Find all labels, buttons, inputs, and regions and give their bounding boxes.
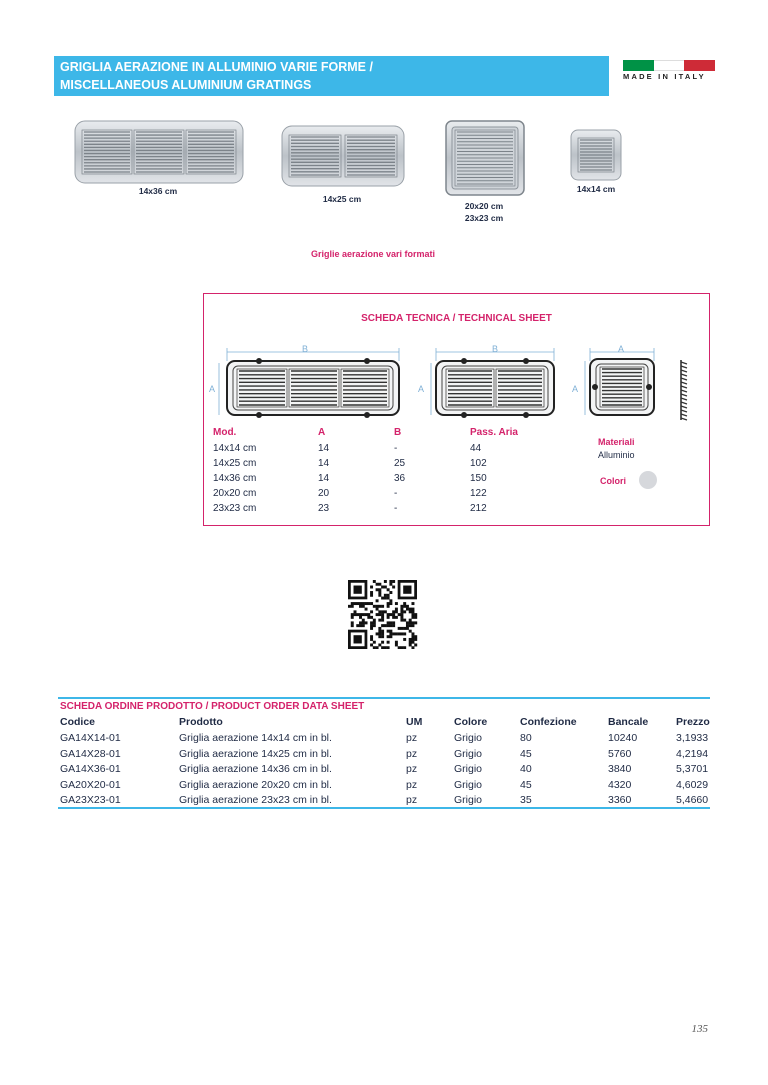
spec-cell-air: 212 bbox=[470, 503, 487, 514]
order-cell-um: pz bbox=[406, 778, 418, 791]
order-cell-um: pz bbox=[406, 794, 418, 806]
spec-cell-mod: 14x36 cm bbox=[213, 473, 257, 484]
order-cell-code: GA14X36-01 bbox=[60, 763, 121, 775]
caption-23x23: 23x23 cm bbox=[464, 213, 504, 223]
order-cell-pallet: 10240 bbox=[608, 732, 638, 744]
order-cell-code: GA14X28-01 bbox=[60, 747, 121, 760]
drawing-14x36 bbox=[209, 339, 409, 419]
order-cell-pack: 40 bbox=[520, 763, 532, 775]
grating-14x25-photo bbox=[281, 125, 405, 187]
order-cell-product: Griglia aerazione 14x25 cm in bl. bbox=[179, 747, 332, 760]
order-cell-pack: 45 bbox=[520, 778, 532, 791]
spec-header-mod: Mod. bbox=[213, 427, 237, 438]
spec-cell-air: 102 bbox=[470, 458, 487, 469]
spec-header-air: Pass. Aria bbox=[470, 427, 518, 438]
header-title-line1: GRIGLIA AERAZIONE IN ALLUMINIO VARIE FORME / bbox=[60, 60, 373, 74]
order-cell-code: GA23X23-01 bbox=[60, 794, 121, 806]
order-header-um: UM bbox=[406, 716, 423, 728]
order-sheet-title: SCHEDA ORDINE PRODOTTO / PRODUCT ORDER DATA SHEET bbox=[60, 701, 365, 712]
order-cell-pallet: 3840 bbox=[608, 763, 632, 775]
spec-cell-a: 14 bbox=[318, 458, 330, 469]
spec-cell-mod: 23x23 cm bbox=[213, 503, 257, 514]
order-cell-um: pz bbox=[406, 747, 418, 760]
order-cell-um: pz bbox=[406, 763, 418, 775]
caption-14x36: 14x36 cm bbox=[138, 186, 178, 196]
order-cell-code: GA20X20-01 bbox=[60, 778, 121, 791]
technical-sheet-title: SCHEDA TECNICA / TECHNICAL SHEET bbox=[361, 313, 552, 324]
side-profile-drawing bbox=[678, 358, 690, 422]
grating-14x36-photo bbox=[74, 120, 244, 184]
order-cell-pack: 80 bbox=[520, 732, 532, 744]
grating-20x20-photo bbox=[445, 120, 525, 196]
caption-14x25: 14x25 cm bbox=[322, 194, 362, 204]
dim-b-label-2: B bbox=[492, 344, 499, 354]
spec-cell-a: 14 bbox=[318, 473, 330, 484]
order-cell-product: Griglia aerazione 14x36 cm in bl. bbox=[179, 763, 332, 775]
materials-label: Materiali bbox=[598, 437, 635, 447]
order-cell-code: GA14X14-01 bbox=[60, 732, 121, 744]
spec-cell-a: 20 bbox=[318, 488, 330, 499]
order-cell-price: 5,4660 bbox=[676, 794, 709, 806]
qr-code-icon bbox=[348, 580, 419, 649]
order-cell-product: Griglia aerazione 23x23 cm in bl. bbox=[179, 794, 332, 806]
order-cell-pallet: 4320 bbox=[608, 778, 632, 791]
caption-14x14: 14x14 cm bbox=[576, 184, 616, 194]
colors-label: Colori bbox=[600, 476, 626, 486]
spec-header-a: A bbox=[318, 427, 326, 438]
order-cell-price: 4,6029 bbox=[676, 778, 709, 791]
order-cell-product: Griglia aerazione 14x14 cm in bl. bbox=[179, 732, 332, 744]
order-cell-color: Grigio bbox=[454, 732, 483, 744]
color-swatch-grey bbox=[639, 471, 657, 489]
order-cell-price: 3,1933 bbox=[676, 732, 709, 744]
spec-cell-b: 36 bbox=[394, 473, 406, 484]
order-cell-color: Grigio bbox=[454, 794, 483, 806]
order-cell-color: Grigio bbox=[454, 778, 483, 791]
order-header-code: Codice bbox=[60, 716, 96, 728]
spec-cell-b: 25 bbox=[394, 458, 406, 469]
header-title-line2: MISCELLANEOUS ALUMINIUM GRATINGS bbox=[60, 78, 312, 92]
grating-14x14-photo bbox=[570, 129, 622, 181]
order-cell-pallet: 5760 bbox=[608, 747, 632, 760]
spec-cell-air: 150 bbox=[470, 473, 487, 484]
spec-cell-mod: 14x14 cm bbox=[213, 443, 257, 454]
order-cell-price: 5,3701 bbox=[676, 763, 709, 775]
order-cell-pallet: 3360 bbox=[608, 794, 632, 806]
italy-flag-icon bbox=[623, 60, 715, 71]
order-cell-color: Grigio bbox=[454, 763, 483, 775]
materials-value: Alluminio bbox=[598, 450, 635, 460]
order-cell-um: pz bbox=[406, 732, 418, 744]
spec-cell-mod: 20x20 cm bbox=[213, 488, 257, 499]
spec-cell-mod: 14x25 cm bbox=[213, 458, 257, 469]
caption-20x20: 20x20 cm bbox=[464, 201, 504, 211]
spec-cell-b: - bbox=[394, 443, 398, 454]
spec-cell-b: - bbox=[394, 488, 398, 499]
order-header-pack: Confezione bbox=[520, 716, 577, 728]
order-cell-pack: 45 bbox=[520, 747, 532, 760]
order-cell-color: Grigio bbox=[454, 747, 483, 760]
order-cell-pack: 35 bbox=[520, 794, 532, 806]
technical-sheet-box bbox=[203, 293, 710, 526]
spec-header-b: B bbox=[394, 427, 402, 438]
spec-cell-air: 122 bbox=[470, 488, 487, 499]
gallery-caption: Griglie aerazione vari formati bbox=[311, 249, 436, 259]
order-top-rule bbox=[58, 697, 710, 699]
spec-cell-air: 44 bbox=[470, 443, 482, 454]
page-number: 135 bbox=[691, 1023, 708, 1035]
order-header-price: Prezzo bbox=[676, 716, 710, 728]
spec-cell-a: 14 bbox=[318, 443, 330, 454]
order-bottom-rule bbox=[58, 807, 710, 809]
dim-a-label-4: A bbox=[572, 384, 579, 394]
made-in-italy-label: MADE IN ITALY bbox=[623, 72, 706, 81]
order-header-product: Prodotto bbox=[179, 716, 223, 728]
spec-cell-a: 23 bbox=[318, 503, 330, 514]
dim-b-label-1: B bbox=[302, 344, 309, 354]
spec-cell-b: - bbox=[394, 503, 398, 514]
order-header-pallet: Bancale bbox=[608, 716, 649, 728]
dim-a-label-2: A bbox=[418, 384, 425, 394]
order-cell-product: Griglia aerazione 20x20 cm in bl. bbox=[179, 778, 332, 791]
dim-a-label-3: A bbox=[618, 344, 625, 354]
header-banner bbox=[54, 56, 609, 96]
order-cell-price: 4,2194 bbox=[676, 747, 709, 760]
dim-a-label-1: A bbox=[209, 384, 216, 394]
order-header-color: Colore bbox=[454, 716, 488, 728]
